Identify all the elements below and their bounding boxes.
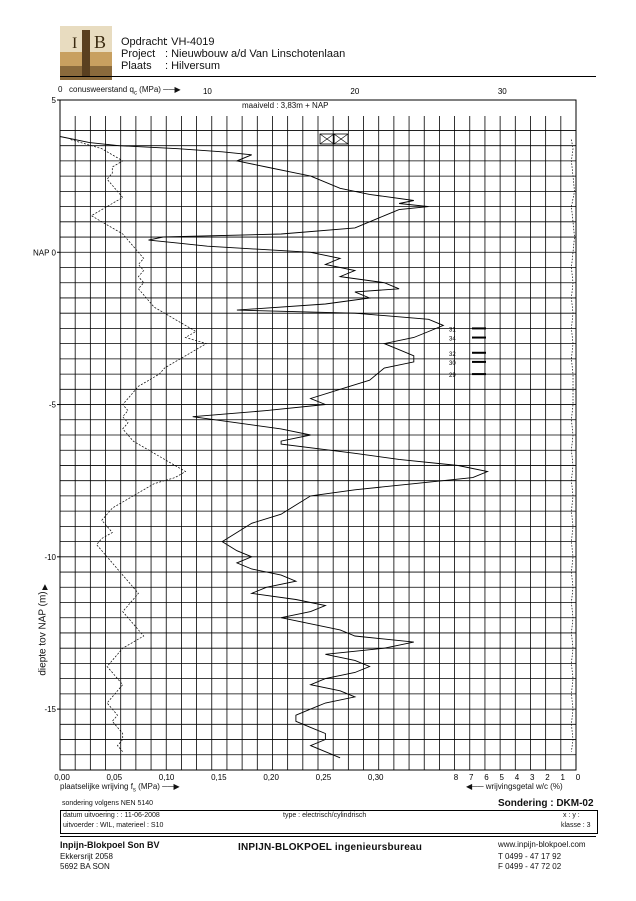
- footer-divider: [60, 836, 596, 837]
- bottom-left-tick-label: 0,25: [315, 773, 332, 782]
- cutoff-label: 30: [449, 360, 456, 367]
- company-name: Inpijn-Blokpoel Son BV: [60, 840, 160, 850]
- cutoff-label: 32: [449, 351, 456, 358]
- bottom-right-tick-label: 1: [560, 773, 565, 782]
- friction-ratio-line: [571, 140, 574, 752]
- bottom-left-axis-label: plaatselijke wrijving $f_s$ (MPa) ──▶: [60, 782, 180, 794]
- y-tick-label: -5: [48, 400, 56, 410]
- header-plaats-label: Plaats: [121, 60, 152, 72]
- y-tick-label: NAP 0: [33, 248, 56, 258]
- company-web[interactable]: www.inpijn-blokpoel.com: [498, 840, 586, 849]
- company-brand: INPIJN-BLOKPOEL ingenieursbureau: [238, 842, 423, 853]
- top-tick-label: 20: [350, 87, 360, 96]
- bottom-left-tick-label: 0,15: [211, 773, 227, 782]
- cone-resistance-line: [60, 137, 488, 758]
- chart-grid: [60, 100, 576, 770]
- friction-line: [71, 140, 207, 752]
- bottom-left-tick-label: 0,05: [106, 773, 123, 782]
- svg-text:B: B: [94, 32, 107, 52]
- top-axis-label: conusweerstand $q_c$ (MPa) ──▶: [69, 85, 181, 97]
- company-tel: T 0499 - 47 17 92: [498, 852, 562, 861]
- maaiveld-label: maaiveld : 3,83m + NAP: [242, 101, 329, 110]
- y-axis-label: diepte tov NAP (m): [37, 591, 49, 676]
- bottom-left-tick-label: 0,00: [54, 773, 70, 782]
- header-opdracht-label: Opdracht: [121, 36, 167, 48]
- bottom-right-tick-label: 6: [484, 773, 489, 782]
- y-tick-label: 5: [51, 96, 56, 105]
- bottom-left-tick-label: 0,30: [367, 773, 384, 782]
- footer-datum: datum uitvoering : : 11-06-2008: [63, 812, 160, 819]
- footer-norm: sondering volgens NEN 5140: [62, 800, 154, 807]
- y-tick-label: -15: [44, 705, 56, 715]
- top-tick-label: 10: [202, 87, 212, 96]
- cutoff-label: 34: [449, 336, 456, 343]
- footer-title: Sondering : DKM-02: [498, 798, 594, 809]
- company-address2: 5692 BA SON: [60, 862, 110, 871]
- bottom-right-tick-label: 2: [545, 773, 550, 782]
- bottom-left-tick-label: 0,10: [158, 773, 175, 782]
- bottom-right-tick-label: 0: [575, 773, 581, 782]
- bottom-right-axis-label: ◀── wrijvingsgetal w/c (%): [466, 782, 563, 791]
- y-axis-arrow: ▲: [40, 582, 50, 593]
- top-tick-label: 30: [497, 87, 507, 96]
- header-project-value: : Nieuwbouw a/d Van Linschotenlaan: [165, 48, 346, 60]
- cutoff-label: 31: [449, 327, 456, 334]
- svg-text:I: I: [72, 35, 78, 52]
- chart-series: [60, 137, 575, 758]
- footer-xy: x : y :: [563, 812, 580, 819]
- cutoff-label: 29: [449, 373, 456, 380]
- y-tick-label: -10: [44, 552, 56, 562]
- bottom-right-tick-label: 8: [453, 773, 459, 782]
- footer-uitvoerder: uitvoerder : WIL, materieel : S10: [63, 822, 164, 829]
- company-address1: Ekkersrijt 2058: [60, 852, 113, 861]
- bottom-left-tick-label: 0,20: [263, 773, 279, 782]
- footer-klasse: klasse : 3: [561, 822, 591, 829]
- footer-type: type : electrisch/cylindrisch: [283, 812, 367, 819]
- bottom-right-tick-label: 4: [514, 773, 520, 782]
- bottom-right-tick-label: 3: [530, 773, 535, 782]
- header-plaats-value: : Hilversum: [165, 60, 221, 72]
- bottom-right-tick-label: 7: [469, 773, 474, 782]
- top-axis-zero: 0: [58, 85, 63, 94]
- header-opdracht-value: : VH-4019: [165, 36, 215, 48]
- company-fax: F 0499 - 47 72 02: [498, 862, 562, 871]
- header-project-label: Project: [121, 48, 156, 60]
- bottom-right-tick-label: 5: [499, 773, 504, 782]
